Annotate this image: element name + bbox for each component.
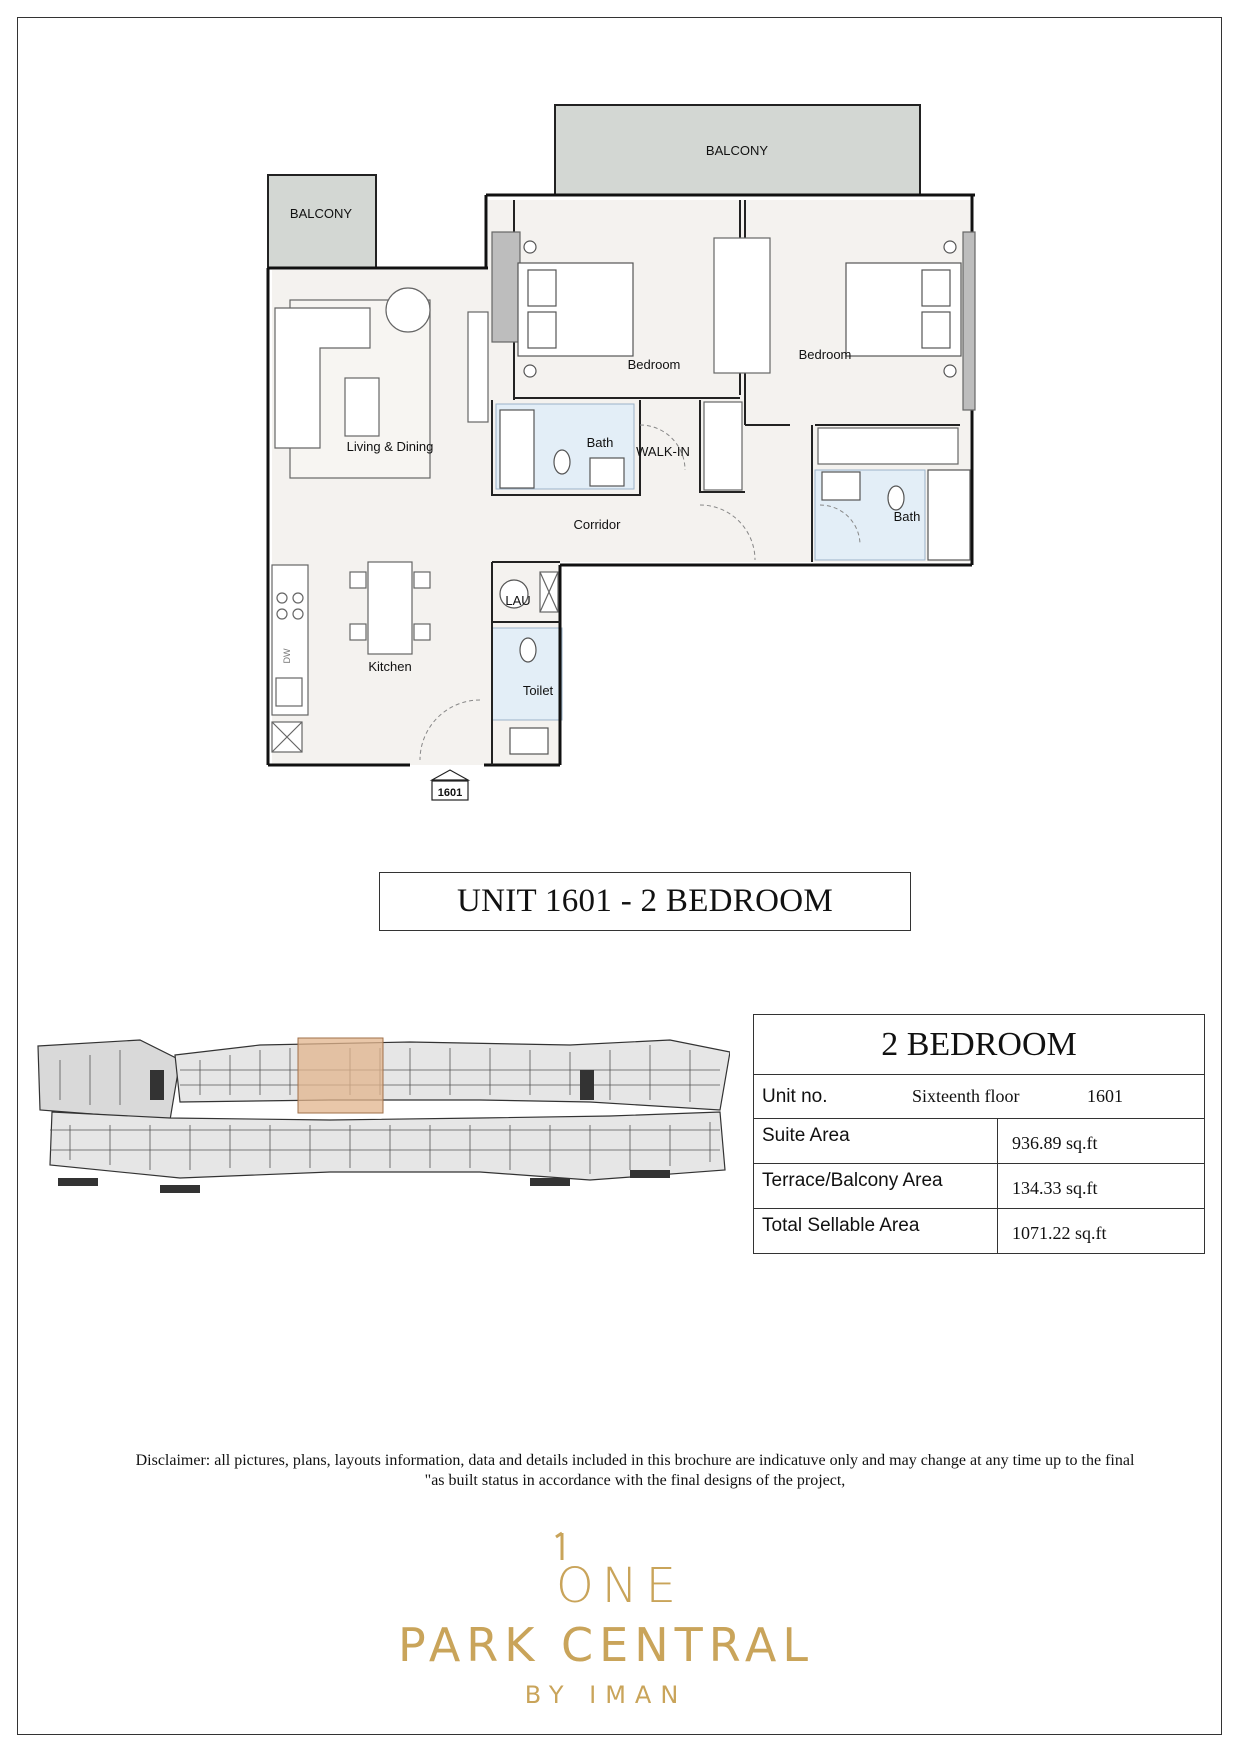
spec-row-value: 134.33 sq.ft xyxy=(1012,1178,1098,1198)
spec-heading: 2 BEDROOM xyxy=(754,1015,1204,1075)
spec-row-value: 1071.22 sq.ft xyxy=(1012,1223,1107,1243)
logo-line-1: ONE xyxy=(555,1558,685,1614)
bath-2-label: Bath xyxy=(893,509,921,524)
unit-number-row xyxy=(754,1075,1204,1119)
laundry-label: LAU xyxy=(505,593,531,608)
corridor-label: Corridor xyxy=(573,517,621,532)
dishwasher-label: DW xyxy=(282,648,292,664)
spec-row-label: Suite Area xyxy=(754,1119,998,1163)
bath-1-label: Bath xyxy=(586,435,614,450)
entry-tag: 1601 xyxy=(437,787,463,799)
kitchen-label: Kitchen xyxy=(368,659,412,674)
key-plan xyxy=(30,1030,730,1215)
balcony-left-label: BALCONY xyxy=(289,206,353,221)
unit-number-value: 1601 xyxy=(1087,1086,1123,1106)
dining-table xyxy=(368,562,412,654)
spec-row-value: 936.89 sq.ft xyxy=(1012,1133,1098,1153)
logo-line-2: PARK CENTRAL xyxy=(398,1618,814,1672)
floor-value: Sixteenth floor xyxy=(912,1086,1020,1106)
unit-title: UNIT 1601 - 2 BEDROOM xyxy=(379,872,911,931)
bedroom-1-label: Bedroom xyxy=(627,357,681,372)
logo-line-3: BY IMAN xyxy=(524,1681,688,1709)
walk-in-label: WALK-IN xyxy=(636,444,690,459)
living-dining-label: Living & Dining xyxy=(346,439,434,454)
toilet-label: Toilet xyxy=(522,683,554,698)
balcony-top-label: BALCONY xyxy=(705,143,769,158)
disclaimer-line-2: "as built status in accordance with the final designs of the project, xyxy=(424,1472,846,1489)
spec-row-total-area xyxy=(754,1209,1204,1253)
spec-table xyxy=(753,1014,1205,1254)
disclaimer-line-1: Disclaimer: all pictures, plans, layouts information, data and details included in this brochure are indicatuve only and may change at any time up to the final xyxy=(135,1452,1135,1469)
spec-row-suite-area xyxy=(754,1119,1204,1164)
unit-highlight xyxy=(298,1038,383,1113)
spec-row-balcony-area xyxy=(754,1164,1204,1209)
unit-no-label: Unit no. xyxy=(762,1085,828,1107)
floor-plan xyxy=(0,0,1241,820)
coffee-table xyxy=(345,378,379,436)
spec-row-label: Terrace/Balcony Area xyxy=(754,1164,998,1208)
disclaimer xyxy=(70,1451,1200,1491)
brand-logo xyxy=(380,1525,860,1715)
balcony-left xyxy=(268,175,376,268)
bedroom-2-label: Bedroom xyxy=(798,347,852,362)
spec-row-label: Total Sellable Area xyxy=(754,1209,998,1253)
